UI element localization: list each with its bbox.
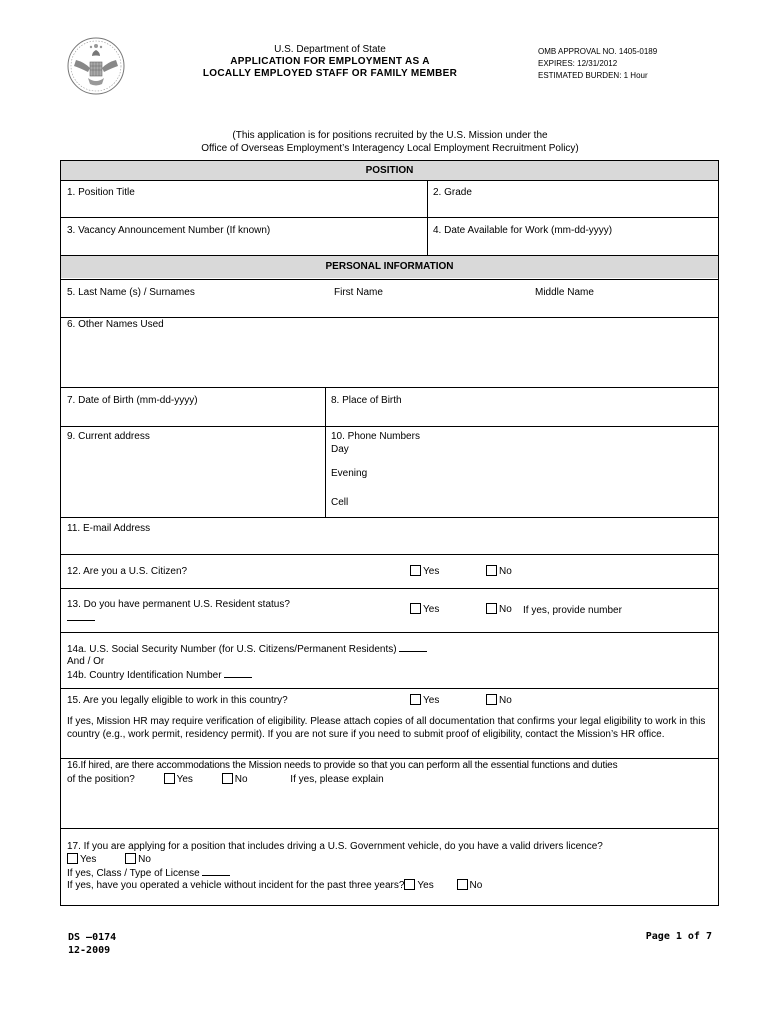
last-name-label: 5. Last Name (s) / Surnames — [67, 287, 195, 298]
form-id-block — [68, 931, 116, 957]
ssn-field — [67, 642, 427, 656]
incident-yes[interactable]: Yes — [417, 880, 434, 891]
phone-evening-label: Evening — [331, 468, 368, 479]
intro-line2: Office of Overseas Employment’s Interagency Local Employment Recruitment Policy) — [201, 143, 579, 154]
phone-cell-label: Cell — [331, 497, 349, 508]
position-title-label: 1. Position Title — [67, 187, 135, 198]
middle-name-label: Middle Name — [535, 287, 594, 298]
resident-no[interactable]: No — [486, 603, 512, 616]
other-names-label: 6. Other Names Used — [67, 319, 164, 330]
checkbox-icon[interactable] — [486, 694, 497, 705]
resident-status-question: 13. Do you have permanent U.S. Resident status? — [67, 599, 290, 610]
checkbox-icon[interactable] — [486, 565, 497, 576]
resident-number-blank[interactable] — [67, 611, 95, 625]
omb-block — [538, 46, 657, 82]
eligibility-yes[interactable]: Yes — [410, 694, 439, 707]
estimated-burden: ESTIMATED BURDEN: 1 Hour — [538, 71, 648, 80]
licence-no[interactable]: No — [138, 854, 151, 865]
checkbox-icon[interactable] — [410, 694, 421, 705]
us-citizen-yes[interactable]: Yes — [410, 565, 439, 578]
eligibility-no[interactable]: No — [486, 694, 512, 707]
licence-yes[interactable]: Yes — [80, 854, 97, 865]
and-or-label: And / Or — [67, 656, 105, 667]
form-title-line1: APPLICATION FOR EMPLOYMENT AS A — [230, 56, 430, 67]
accommodations-explain-label: If yes, please explain — [290, 774, 384, 785]
date-of-birth-label: 7. Date of Birth (mm-dd-yyyy) — [67, 395, 198, 406]
email-label: 11. E-mail Address — [67, 523, 151, 534]
ssn-label: 14a. U.S. Social Security Number (for U.S. Citizens/Permanent Residents) — [67, 644, 397, 655]
incident-question: If yes, have you operated a vehicle without incident for the past three years? Yes No — [67, 880, 483, 891]
form-title-line2: LOCALLY EMPLOYED STAFF OR FAMILY MEMBER — [202, 68, 458, 79]
us-citizen-no[interactable]: No — [486, 565, 512, 578]
section-personal-header: PERSONAL INFORMATION — [61, 256, 718, 278]
checkbox-icon[interactable] — [457, 879, 468, 890]
checkbox-icon[interactable] — [410, 603, 421, 614]
drivers-licence-question: 17. If you are applying for a position that includes driving a U.S. Government vehicle, do you have a valid drivers licence? — [67, 841, 603, 852]
first-name-label: First Name — [334, 287, 383, 298]
expiry-date: EXPIRES: 12/31/2012 — [538, 59, 618, 68]
accommodations-yes[interactable]: Yes — [176, 774, 193, 785]
intro-line1: (This application is for positions recruited by the U.S. Mission under the — [232, 130, 548, 141]
licence-class-blank[interactable] — [202, 866, 230, 876]
omb-approval: OMB APPROVAL NO. 1405-0189 — [538, 47, 658, 56]
resident-number-note: If yes, provide number — [523, 605, 622, 616]
checkbox-icon[interactable] — [67, 853, 78, 864]
work-eligibility-question: 15. Are you legally eligible to work in this country? — [67, 695, 288, 706]
checkbox-icon[interactable] — [486, 603, 497, 614]
section-position-header: POSITION — [61, 161, 718, 180]
eligibility-note: If yes, Mission HR may require verification of eligibility. Please attach copies of all documentation that confirms your legal eligibility to work in this country (e.g., work permit, residency permit). If you are not sure if you need to submit proof of eligibility, contact the Mission’s HR office. — [67, 716, 706, 740]
checkbox-icon[interactable] — [404, 879, 415, 890]
form-number: DS –0174 — [68, 932, 117, 943]
application-form — [60, 160, 719, 906]
page-number: Page 1 of 7 — [645, 931, 712, 942]
licence-options — [67, 853, 151, 866]
licence-class-label: If yes, Class / Type of License — [67, 868, 200, 879]
accommodations-no[interactable]: No — [234, 774, 248, 785]
resident-yes[interactable]: Yes — [410, 603, 439, 616]
country-id-label: 14b. Country Identification Number — [67, 670, 222, 681]
great-seal-icon — [66, 36, 126, 96]
checkbox-icon[interactable] — [222, 773, 233, 784]
place-of-birth-label: 8. Place of Birth — [331, 395, 402, 406]
us-citizen-question: 12. Are you a U.S. Citizen? — [67, 566, 188, 577]
incident-no[interactable]: No — [469, 880, 483, 891]
department-name: U.S. Department of State — [274, 44, 386, 55]
licence-class-field — [67, 866, 230, 880]
grade-label: 2. Grade — [433, 187, 472, 198]
current-address-label: 9. Current address — [67, 431, 150, 442]
form-header — [150, 44, 510, 80]
country-id-blank[interactable] — [224, 668, 252, 678]
checkbox-icon[interactable] — [125, 853, 136, 864]
accommodations-question: 16.If hired, are there accommodations the Mission needs to provide so that you can perform all the essential functions and duties — [67, 760, 618, 771]
phone-day-label: Day — [331, 444, 349, 455]
date-available-label: 4. Date Available for Work (mm-dd-yyyy) — [433, 225, 613, 236]
form-date: 12-2009 — [68, 945, 111, 956]
accommodations-question-cont: of the position? Yes No If yes, please explain — [67, 774, 384, 785]
country-id-field — [67, 668, 252, 682]
checkbox-icon[interactable] — [410, 565, 421, 576]
checkbox-icon[interactable] — [164, 773, 175, 784]
ssn-blank[interactable] — [399, 642, 427, 652]
vacancy-number-label: 3. Vacancy Announcement Number (If known) — [67, 225, 271, 236]
intro-note — [60, 129, 720, 155]
phone-numbers-label: 10. Phone Numbers — [331, 431, 420, 442]
